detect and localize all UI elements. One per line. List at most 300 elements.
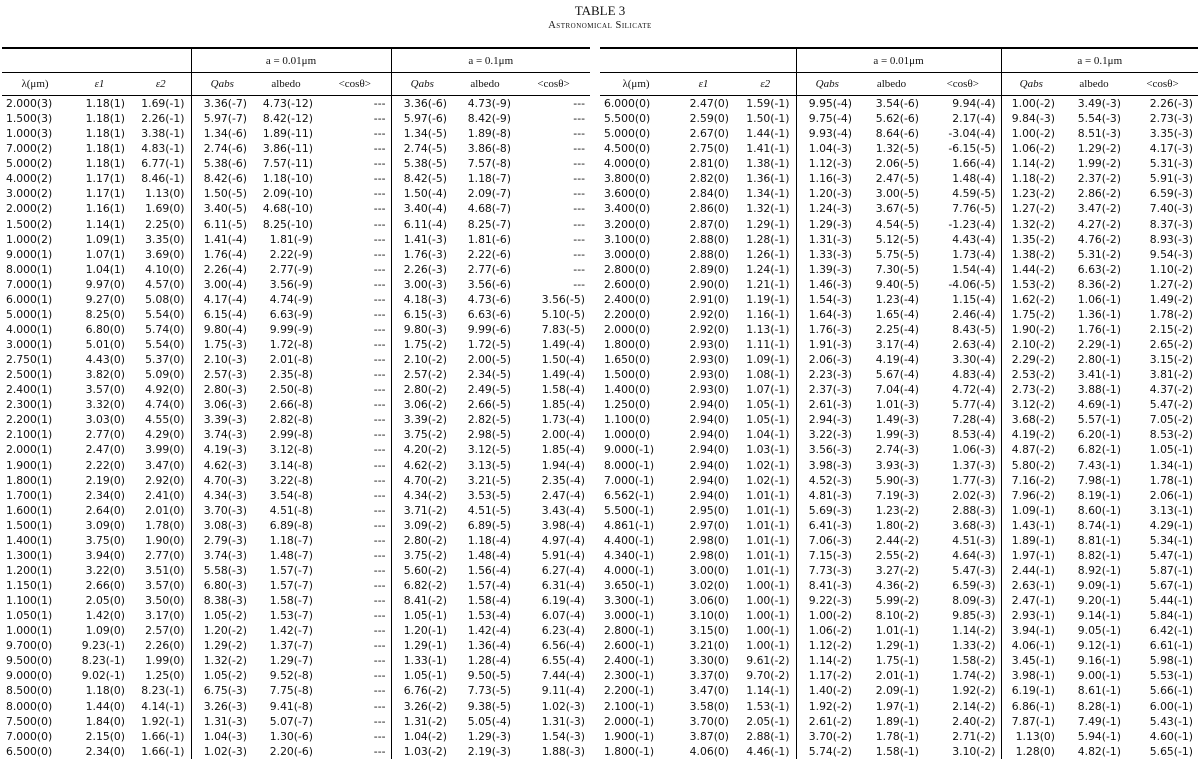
table-cell: 1.76(-4) [191,247,253,262]
table-cell: 1.17(1) [85,187,125,201]
table-cell: --- [573,112,585,126]
table-cell: 1.900(1) [6,458,53,472]
table-cell: 1.14(-1) [746,684,790,698]
table-cell: 3.56(-9) [269,277,313,291]
table-cell: 3.69(0) [145,247,185,261]
table-cell: 3.17(-4) [875,338,919,351]
table-cell: 1.81(-6) [467,232,511,246]
table-cell: 7.16(-2) [1001,473,1061,488]
table-cell: 2.93(0) [689,353,729,367]
table-cell: 8.60(-1) [1077,503,1121,517]
table-cell: 2.93(-1) [1001,608,1061,623]
table-cell: 9.40(-5) [875,277,919,291]
table-cell: 2.66(-5) [467,398,511,412]
table-cell: --- [373,413,386,427]
table-cell: 9.50(-5) [467,669,511,683]
table-row [600,533,1198,548]
table-cell: 5.97(-6) [391,111,453,126]
table-cell: 3.09(-2) [391,518,453,533]
table-cell: 1.89(-8) [467,127,511,141]
table-cell: 5.31(-3) [1149,157,1193,171]
table-cell: 5.74(-2) [796,744,858,759]
table-cell: 4.18(-3) [391,292,453,307]
table-row [600,653,1198,668]
table-cell: 2.26(-1) [141,112,185,126]
table-cell: 2.92(0) [145,473,185,487]
table-cell: 1.26(-1) [746,247,790,261]
table-cell: 2.57(0) [145,624,185,638]
table-cell: 1.48(-7) [269,548,313,562]
table-cell: 4.000(1) [6,322,53,336]
table-cell: 3.67(-5) [875,202,919,216]
table-cell: 1.29(-2) [1077,142,1121,156]
table-row [2,337,590,352]
table-cell: 6.31(-4) [541,579,585,592]
table-cell: 5.000(0) [604,127,651,141]
table-row [600,201,1198,216]
table-cell: --- [573,142,585,156]
table-cell: 4.27(-2) [1077,217,1121,231]
table-cell: 3.35(0) [145,232,185,246]
table-cell: 5.67(-4) [875,368,919,382]
table-cell: --- [373,157,386,171]
table-cell: 5.90(-3) [875,473,919,487]
table-cell: 1.06(-3) [952,443,996,457]
table-row [2,397,590,412]
table-cell: 1.04(1) [85,262,125,276]
table-cell: 4.000(-1) [604,563,655,577]
table-cell: 2.35(-4) [541,473,585,487]
table-cell: 1.14(1) [85,217,125,231]
table-cell: 2.94(0) [689,473,729,487]
table-cell: 9.22(-3) [796,593,858,608]
table-cell: 1.10(-2) [1149,262,1193,276]
table-cell: --- [373,518,386,532]
table-cell: 9.99(-6) [467,322,511,336]
table-cell: 1.050(1) [6,609,53,623]
group-header-a-large: a = 0.1μm [391,48,590,73]
table-row [2,427,590,442]
table-cell: 3.57(0) [85,383,125,397]
table-cell: 7.44(-4) [541,669,585,683]
table-cell: 2.63(-4) [952,338,996,351]
table-cell: 4.68(-10) [262,202,313,216]
table-cell: 2.37(-3) [796,382,858,397]
table-body-left [2,96,590,759]
table-cell: 1.500(1) [6,518,53,532]
table-cell: 7.98(-1) [1077,473,1121,487]
table-cell: 1.50(-4) [541,353,585,367]
table-row [600,232,1198,247]
table-cell: 2.400(0) [604,292,651,306]
table-cell: 2.94(0) [689,458,729,472]
table-cell: 8.500(0) [6,684,53,698]
table-row [2,277,590,292]
table-cell: 2.47(-5) [875,172,919,186]
table-cell: 1.14(-2) [796,653,858,668]
table-cell: 1.35(-2) [1001,232,1061,247]
table-cell: 3.100(0) [604,232,651,246]
column-header-qabs: Qabs [796,73,858,96]
table-cell: --- [573,97,585,110]
table-cell: 8.36(-2) [1077,277,1121,291]
table-row [2,593,590,608]
table-cell: 7.73(-5) [467,684,511,698]
table-cell: --- [373,669,386,683]
table-cell: 1.31(-3) [541,714,585,728]
table-cell: 4.70(-3) [191,473,253,488]
table-cell: 1.41(-3) [391,232,453,247]
table-cell: 3.30(-4) [952,353,996,367]
table-cell: 9.99(-9) [269,322,313,336]
table-cell: 1.81(-9) [269,232,313,246]
column-header-albedo: albedo [453,73,517,96]
table-cell: 2.29(-1) [1077,338,1121,351]
table-cell: 1.44(-1) [746,127,790,141]
table-cell: --- [373,744,386,758]
table-row [600,367,1198,382]
table-cell: 4.17(-3) [1149,142,1193,156]
table-cell: 1.31(-3) [796,232,858,247]
table-cell: 9.09(-1) [1077,579,1121,592]
table-cell: 6.11(-4) [391,217,453,232]
table-cell: 2.97(0) [689,518,729,532]
table-cell: 1.16(1) [85,202,125,216]
table-cell: --- [373,428,386,442]
table-cell: 2.82(0) [689,172,729,186]
table-cell: 5.69(-3) [796,503,858,518]
table-cell: 2.02(-3) [952,488,996,502]
table-cell: 1.06(-1) [1077,292,1121,306]
table-cell: 9.95(-4) [796,96,858,112]
table-cell: 4.73(-9) [467,97,511,110]
table-cell: 1.00(-1) [746,579,790,592]
table-cell: 2.47(0) [85,443,125,457]
table-cell: 1.32(-1) [746,202,790,216]
table-cell: 3.98(-1) [1001,668,1061,683]
table-cell: 2.01(-1) [875,669,919,683]
table-cell: 3.00(-5) [875,187,919,201]
table-cell: 7.57(-8) [467,157,511,171]
table-cell: 8.51(-3) [1077,127,1121,141]
table-cell: 2.93(0) [689,368,729,382]
table-cell: 1.23(-4) [875,292,919,306]
table-cell: 4.82(-1) [1077,744,1121,758]
table-cell: 3.14(-8) [269,458,313,472]
table-cell: 2.75(0) [689,142,729,156]
table-cell: --- [573,262,585,276]
table-cell: 8.25(0) [85,307,125,321]
table-cell: 1.58(-7) [269,594,313,608]
table-cell: --- [373,202,386,216]
table-cell: 1.25(0) [145,669,185,683]
table-cell: 4.62(-2) [391,458,453,473]
table-cell: 1.62(-2) [1001,292,1061,307]
table-cell: --- [373,368,386,382]
table-cell: 3.15(0) [689,624,729,638]
table-cell: 1.28(-4) [467,654,511,668]
table-cell: 8.42(-9) [467,112,511,126]
table-cell: 4.92(0) [145,383,185,397]
table-cell: 7.000(1) [6,277,53,291]
table-cell: 1.00(-1) [746,609,790,623]
table-cell: 2.400(-1) [604,654,655,668]
table-cell: 1.75(-1) [875,654,919,668]
table-row [2,533,590,548]
table-cell: 1.53(-7) [269,609,313,623]
table-cell: 6.20(-1) [1077,428,1121,442]
table-cell: 2.77(-6) [467,262,511,276]
table-cell: 1.33(-2) [952,639,996,653]
table-cell: 4.68(-7) [467,202,511,216]
table-cell: 1.58(-1) [875,744,919,758]
table-cell: 3.26(-3) [191,699,253,714]
table-row [600,412,1198,427]
table-row [600,96,1198,112]
table-cell: 6.80(0) [85,322,125,336]
table-cell: 1.32(-2) [191,653,253,668]
table-cell: 5.47(-3) [952,563,996,577]
table-cell: 1.14(-2) [952,624,996,638]
table-cell: 2.47(-1) [1001,593,1061,608]
table-cell: 4.59(-5) [952,187,996,201]
table-cell: 6.000(0) [604,97,651,110]
table-cell: 9.000(1) [6,247,53,261]
table-cell: 3.35(-3) [1149,127,1193,141]
table-cell: 1.92(-2) [952,684,996,698]
table-row [2,623,590,638]
table-cell: 7.28(-4) [952,413,996,427]
table-cell: 1.01(-3) [875,398,919,412]
table-cell: 3.22(-3) [796,427,858,442]
table-cell: 2.99(-8) [269,428,313,442]
table-cell: 2.77(-9) [269,262,313,276]
table-row [600,217,1198,232]
table-cell: 2.37(-2) [1077,172,1121,186]
table-cell: 2.800(-1) [604,624,655,638]
table-cell: 5.08(0) [145,292,185,306]
table-cell: 9.700(0) [6,639,53,653]
table-cell: 3.06(0) [689,594,729,608]
table-cell: 2.01(-8) [269,353,313,367]
table-cell: 1.69(0) [145,202,185,216]
table-cell: 3.99(0) [145,443,185,457]
table-cell: 9.16(-1) [1077,654,1121,668]
table-cell: 2.61(-3) [796,397,858,412]
table-cell: 2.89(0) [689,262,729,276]
table-cell: 5.01(0) [85,338,125,351]
table-cell: 3.75(-2) [391,548,453,563]
table-cell: 3.000(0) [604,247,651,261]
table-cell: 1.150(1) [6,579,53,592]
table-cell: 3.03(0) [85,413,125,427]
table-cell: 1.66(-1) [141,744,185,758]
table-cell: 1.75(-2) [1001,307,1061,322]
table-cell: 9.97(0) [85,277,125,291]
table-cell: 3.40(-5) [191,201,253,216]
table-cell: 1.34(-1) [1149,458,1193,472]
table-cell: 2.94(-3) [796,412,858,427]
table-cell: 2.67(0) [689,127,729,141]
table-cell: 3.54(-8) [269,488,313,502]
column-header-cos: <cosθ> [925,73,1001,96]
table-cell: 9.02(-1) [81,669,125,683]
table-cell: 2.10(-2) [1001,337,1061,352]
table-row [600,699,1198,714]
table-cell: 1.53(-4) [467,609,511,623]
table-cell: 2.000(0) [604,322,651,336]
table-cell: 3.00(-3) [391,277,453,292]
table-cell: 2.19(-3) [467,744,511,758]
table-cell: 1.02(-1) [746,473,790,487]
table-cell: 2.34(0) [85,744,125,758]
table-cell: 2.84(0) [689,187,729,201]
table-cell: 3.26(-2) [391,699,453,714]
column-header-albedo: albedo [858,73,925,96]
table-cell: 1.18(1) [85,157,125,171]
table-cell: 1.65(-4) [875,307,919,321]
table-row [2,458,590,473]
table-cell: 6.89(-8) [269,518,313,532]
table-cell: 1.04(-3) [191,729,253,744]
table-cell: 3.13(-1) [1149,503,1193,517]
table-cell: 9.27(0) [85,292,125,306]
table-cell: 3.37(0) [689,669,729,683]
table-cell: 4.54(-5) [875,217,919,231]
table-cell: 8.93(-3) [1149,232,1193,246]
table-cell: 1.41(-1) [746,142,790,156]
table-cell: 2.200(-1) [604,684,655,698]
table-cell: 3.74(-3) [191,548,253,563]
table-cell: 2.20(-6) [269,744,313,758]
table-cell: 1.05(-1) [1149,443,1193,457]
table-cell: 5.94(-1) [1077,729,1121,743]
table-row [2,548,590,563]
table-cell: 1.18(1) [85,97,125,110]
table-cell: 2.05(0) [85,594,125,608]
table-cell: 8.09(-3) [952,594,996,608]
table-cell: 1.33(-1) [391,653,453,668]
table-cell: 5.12(-5) [875,232,919,246]
table-cell: 3.39(-2) [391,412,453,427]
table-cell: 1.64(-3) [796,307,858,322]
table-cell: 2.22(-6) [467,247,511,261]
table-cell: --- [373,262,386,276]
table-cell: 5.80(-2) [1001,458,1061,473]
table-cell: 1.15(-4) [952,292,996,306]
table-cell: 1.31(-2) [391,714,453,729]
table-cell: 4.72(-4) [952,383,996,397]
column-header-albedo: albedo [253,73,319,96]
data-table-left [2,47,590,759]
table-cell: 1.29(-1) [391,638,453,653]
table-cell: 2.10(-3) [191,352,253,367]
table-cell: 1.20(-3) [796,186,858,201]
table-cell: 2.09(-7) [467,187,511,201]
table-cell: 1.77(-3) [952,473,996,487]
table-cell: 1.44(0) [85,699,125,713]
table-cell: --- [373,353,386,367]
table-cell: 8.23(-1) [81,654,125,668]
table-cell: 1.58(-4) [467,594,511,608]
table-cell: 2.88(0) [689,232,729,246]
table-cell: 2.46(-4) [952,307,996,321]
table-cell: 1.05(-2) [191,608,253,623]
table-row [2,171,590,186]
table-row [600,171,1198,186]
table-cell: 2.06(-3) [796,352,858,367]
table-cell: 1.13(-1) [746,322,790,336]
table-cell: --- [373,232,386,246]
table-cell: 2.400(1) [6,383,53,397]
table-cell: 8.28(-1) [1077,699,1121,713]
table-row [600,307,1198,322]
table-cell: 2.14(-2) [952,699,996,713]
table-cell: 2.100(-1) [604,699,655,713]
table-cell: 2.25(0) [145,217,185,231]
table-cell: 3.70(-2) [796,729,858,744]
table-cell: 1.20(-2) [191,623,253,638]
table-cell: 2.65(-2) [1149,338,1193,351]
table-cell: 1.04(-3) [796,141,858,156]
table-cell: 6.82(-1) [1077,443,1121,457]
table-cell: 4.14(-1) [141,699,185,713]
table-cell: 8.38(-3) [191,593,253,608]
table-cell: 1.84(0) [85,714,125,728]
table-cell: 1.04(-2) [391,729,453,744]
table-cell: 3.300(-1) [604,594,655,608]
table-cell: 4.06(0) [689,744,729,758]
table-title: Astronomical Silicate [548,20,652,31]
table-cell: 1.66(-4) [952,157,996,171]
table-cell: 1.58(-4) [541,383,585,397]
table-cell: 2.88(-1) [746,729,790,743]
table-row [600,442,1198,457]
table-cell: 3.47(-2) [1077,202,1121,216]
table-cell: --- [373,142,386,156]
table-cell: 3.82(0) [85,368,125,382]
table-cell: 9.84(-3) [1001,111,1061,126]
table-row [2,367,590,382]
table-cell: 9.14(-1) [1077,609,1121,623]
table-cell: 3.57(0) [145,579,185,592]
table-row [2,578,590,593]
table-row [2,638,590,653]
table-cell: 3.75(-2) [391,427,453,442]
table-cell: 2.98(0) [689,533,729,547]
table-row [2,714,590,729]
table-row [2,322,590,337]
table-cell: 4.62(-3) [191,458,253,473]
table-cell: 2.73(-2) [1001,382,1061,397]
column-header-lambda: λ(μm) [2,73,68,96]
table-cell: 2.94(0) [689,413,729,427]
table-cell: 1.250(0) [604,398,651,412]
table-cell: 7.500(0) [6,714,53,728]
table-cell: 8.46(-1) [141,172,185,186]
table-cell: 5.77(-4) [952,398,996,412]
table-row [600,111,1198,126]
table-cell: 6.80(-3) [191,578,253,593]
table-cell: 3.70(-3) [191,503,253,518]
table-row [2,141,590,156]
table-cell: 1.06(-2) [1001,141,1061,156]
table-cell: 4.73(-6) [467,292,511,306]
table-cell: 6.11(-5) [191,217,253,232]
table-cell: 1.54(-3) [796,292,858,307]
table-cell: 2.94(0) [689,428,729,442]
table-cell: 2.25(-4) [875,322,919,336]
